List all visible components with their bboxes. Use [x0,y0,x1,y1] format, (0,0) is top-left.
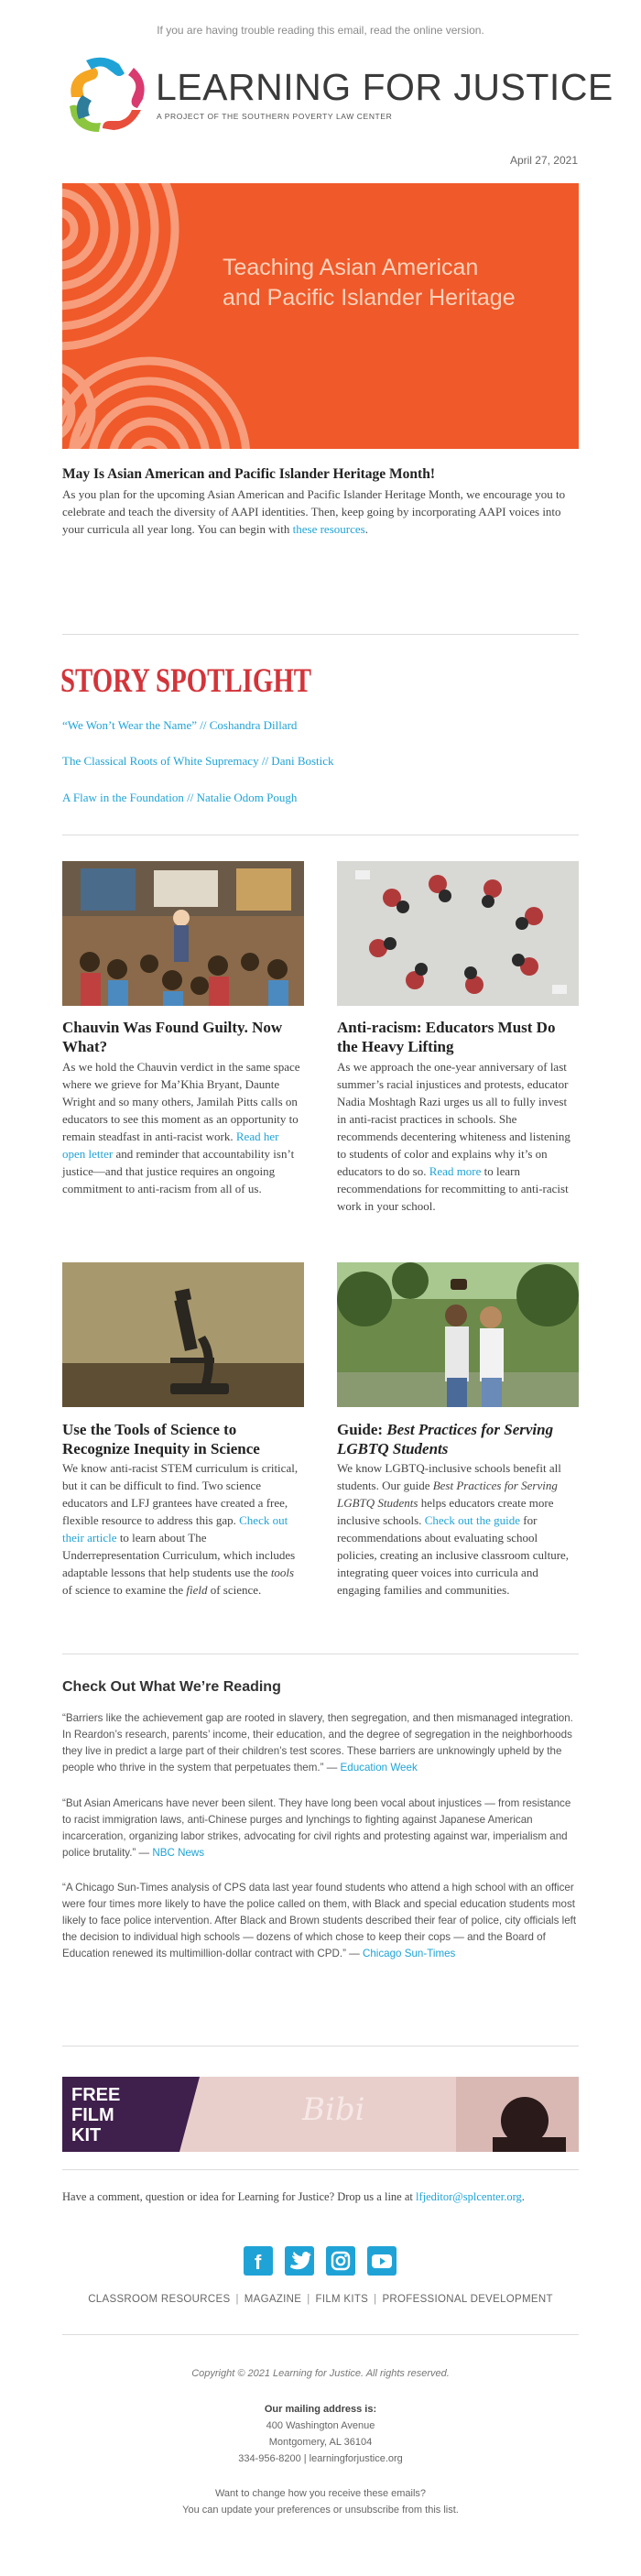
these-resources-link[interactable]: these resources [292,522,365,536]
students-illustration [337,1262,579,1407]
footer-nav [0,2294,641,2305]
antiracism-heading[interactable]: Anti-racism: Educators Must Do the Heavy Lifting [337,1019,556,1055]
address-line-2: Montgomery, AL 36104 [268,2437,373,2448]
brand-logo[interactable] [64,55,614,137]
antiracism-body-end: to learn recommendations for recommitting to anti-racist work in your school. [337,1164,569,1213]
intro-text [62,486,579,538]
address-line-1: 400 Washington Avenue [266,2420,375,2431]
science-body-end: of science. [207,1583,262,1597]
chauvin-body-end: and reminder that accountability isn’t justice—and that justice requires an ongoing commitment to anti-racism from all of us. [62,1147,295,1195]
comment-line [62,2190,579,2204]
preferences [0,2485,641,2518]
twitter-icon[interactable] [285,2246,314,2276]
mailing-label: Our mailing address is: [264,2404,377,2415]
preferences-question: Want to change how you receive these emails? [214,2488,427,2499]
guide-heading[interactable] [337,1420,579,1458]
science-heading[interactable]: Use the Tools of Science to Recognize Inequity in Science [62,1421,260,1457]
twitter-glyph [285,2246,314,2276]
instagram-icon[interactable] [326,2246,355,2276]
hero-title-line-1: Teaching Asian American [223,255,479,280]
students-photo[interactable] [337,1262,579,1407]
reading-heading: Check Out What We’re Reading [62,1679,281,1695]
brand-subtitle: A PROJECT OF THE SOUTHERN POVERTY LAW CENTER [157,112,393,121]
reading-quote-2 [62,1796,579,1861]
brand-title: LEARNING FOR JUSTICE [156,66,614,108]
copyright: Copyright © 2021 Learning for Justice. All rights reserved. [191,2368,450,2379]
reading-quote-1 [62,1710,579,1776]
circle-of-chairs-illustration [337,861,579,1006]
spotlight-link-2[interactable] [62,754,334,769]
circle-of-chairs-photo[interactable] [337,861,579,1006]
nav-separator: | [374,2294,377,2305]
education-week-link[interactable]: Education Week [340,1762,418,1774]
read-open-letter-link[interactable]: Read her open letter [62,1130,279,1161]
concentric-arcs-graphic [62,183,579,449]
reading-quote-3-text: “A Chicago Sun-Times analysis of CPS data last year found students who attend a high school with an officer were four times more likely to have the police called on them, with Black and special education students most likely to face police intervention. After Black and Brown students described their fear of police, city officials left the decision to individual high schools — dozens of which chose to keep their cops — and the Board of Education renewed its multimillion-dollar contract with CPD.” — [62,1882,577,1959]
facebook-glyph [244,2246,273,2276]
antiracism-text [337,1058,579,1215]
footer-link-film-kits[interactable]: FILM KITS [315,2294,369,2305]
instagram-glyph [326,2246,355,2276]
science-body-2: to learn about The Underrepresentation Curriculum, which includes adaptable lessons that help students use the [62,1531,296,1579]
intro-end: . [364,522,368,536]
check-out-article-link[interactable]: Check out their article [62,1513,288,1545]
footer-link-magazine[interactable]: MAGAZINE [244,2294,302,2305]
chauvin-text [62,1058,304,1197]
reading-quote-3 [62,1880,579,1962]
spotlight-link-3-author[interactable]: // Natalie Odom Pough [187,791,298,804]
story-spotlight-title: STORY SPOTLIGHT [60,662,312,700]
facebook-icon[interactable] [244,2246,273,2276]
chauvin-heading[interactable]: Chauvin Was Found Guilty. Now What? [62,1019,283,1055]
guide-body-em: Best Practices for Serving LGBTQ Students [337,1479,558,1510]
social-links [244,2246,397,2276]
check-out-guide-link[interactable]: Check out the guide [424,1513,521,1527]
reading-quote-2-text: “But Asian Americans have never been silent. They have long been vocal about injustices — from resistance to racist immigration laws, anti-Chinese purges and lynchings to fighting against Japanese American incarceration, organizing labor strikes, advocating for civil rights and protesting against war, imperialism and police brutality.” — [62,1797,571,1859]
classroom-photo-illustration [62,861,304,1006]
footer-link-professional-development[interactable]: PROFESSIONAL DEVELOPMENT [382,2294,553,2305]
chauvin-body: As we hold the Chauvin verdict in the same space where we grieve for Ma’Khia Bryant, Daunte Wright and so many others, Jamilah Pitts calls on educators to see this moment as an opportunity to remain steadfast in anti-racist work. [62,1060,300,1143]
hands-logo-icon [64,55,148,136]
science-em-tools: tools [270,1566,295,1579]
chicago-sun-times-link[interactable]: Chicago Sun-Times [362,1948,456,1959]
preheader[interactable]: If you are having trouble reading this email, read the online version. [157,24,484,37]
guide-heading-title: Best Practices for Serving LGBTQ Students [337,1421,554,1457]
svg-text:f: f [255,2251,262,2274]
spotlight-link-1-author[interactable]: // Coshandra Dillard [200,718,298,732]
film-kit-line-2: FILM [71,2105,114,2125]
update-preferences-link[interactable]: You can update your preferences or unsubscribe from this list. [182,2505,459,2516]
microscope-illustration [62,1262,304,1407]
spotlight-link-2-author[interactable]: // Dani Bostick [261,754,334,768]
film-kit-line-1: FREE [71,2085,121,2105]
hero-title [223,253,570,313]
nbc-news-link[interactable]: NBC News [152,1847,205,1859]
science-text [62,1459,304,1599]
youtube-glyph [367,2246,397,2276]
divider [62,2169,579,2170]
intro-heading: May Is Asian American and Pacific Islander Heritage Month! [62,466,435,482]
youtube-icon[interactable] [367,2246,397,2276]
spotlight-link-1-title[interactable]: “We Won’t Wear the Name” [62,718,198,732]
comment-end: . [521,2190,525,2203]
antiracism-body: As we approach the one-year anniversary of last summer’s racial injustices and protests, educator Nadia Moshtagh Razi urges us all to fully invest in anti-racist practices in schools. She recommends decentering whiteness and listening to students of color and explains why it’s on educators to do so. [337,1060,570,1178]
issue-date: April 27, 2021 [509,154,578,167]
guide-text [337,1459,579,1599]
hero-title-line-2: and Pacific Islander Heritage [223,285,516,311]
guide-body-2: helps educators create more inclusive schools. [337,1496,554,1527]
mailing-address [0,2401,641,2467]
microscope-photo[interactable] [62,1262,304,1407]
contact-line[interactable]: 334-956-8200 | learningforjustice.org [238,2453,403,2464]
spotlight-link-2-title[interactable]: The Classical Roots of White Supremacy [62,754,259,768]
nav-separator: | [307,2294,310,2305]
divider [62,634,579,635]
spotlight-link-1[interactable] [62,718,297,733]
footer-link-classroom-resources[interactable]: CLASSROOM RESOURCES [88,2294,231,2305]
guide-body: We know LGBTQ-inclusive schools benefit all students. Our guide [337,1461,561,1492]
free-film-kit-banner[interactable] [62,2077,579,2152]
divider [62,2046,579,2047]
science-body: We know anti-racist STEM curriculum is critical, but it can be difficult to find. Two science educators and LFJ grantees have created a free, flexible resource to address this gap. [62,1461,299,1527]
science-em-field: field [186,1583,208,1597]
guide-body-end: for recommendations about evaluating school policies, creating an inclusive classroom culture, integrating queer voices into curricula and engaging families and communities. [337,1513,570,1597]
comment-text: Have a comment, question or idea for Learning for Justice? Drop us a line at [62,2190,416,2203]
spotlight-link-3[interactable] [62,791,297,805]
divider [62,2334,579,2335]
film-title: Bibi [302,2091,365,2128]
nav-separator: | [235,2294,239,2305]
science-body-3: of science to examine the [62,1583,187,1597]
classroom-photo[interactable] [62,861,304,1006]
read-more-link[interactable]: Read more [429,1164,482,1178]
guide-heading-prefix: Guide: [337,1421,387,1438]
film-kit-line-3: KIT [71,2125,102,2145]
spotlight-link-3-title[interactable]: A Flaw in the Foundation [62,791,184,804]
intro-body: As you plan for the upcoming Asian American and Pacific Islander Heritage Month, we encourage you to celebrate and teach the diversity of AAPI identities. Then, keep going by incorporating AAPI voices into your curricula all year long. You can begin with [62,487,566,536]
hero-banner[interactable] [62,183,579,449]
editor-email-link[interactable]: lfjeditor@splcenter.org [415,2190,522,2203]
reading-quote-1-text: “Barriers like the achievement gap are rooted in slavery, then segregation, and then mismanaged integration. In Reardon’s research, parents’ income, their education, and the degree of segregation in the neighborhoods they live in predict a large part of their children’s test scores. These barriers are unknowingly upheld by the people who thrive in the system that perpetuates them.” — [62,1712,573,1774]
